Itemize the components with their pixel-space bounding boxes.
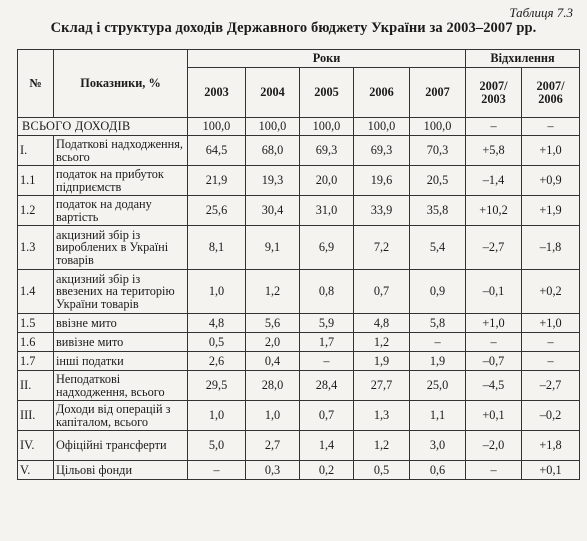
cell-deviation: +1,0 xyxy=(466,314,522,333)
cell-value: 1,7 xyxy=(300,333,354,352)
row-name: акцизний збір із ввезених на територію України товарів xyxy=(54,270,188,314)
row-code: IV. xyxy=(18,431,54,461)
row-code: 1.7 xyxy=(18,352,54,371)
cell-deviation: –0,7 xyxy=(466,352,522,371)
cell-value: 21,9 xyxy=(188,166,246,196)
cell-value: 4,8 xyxy=(354,314,410,333)
row-name: ввізне мито xyxy=(54,314,188,333)
row-code: 1.2 xyxy=(18,196,54,226)
cell-deviation: +0,1 xyxy=(466,401,522,431)
cell-deviation: –0,1 xyxy=(466,270,522,314)
row-code: 1.1 xyxy=(18,166,54,196)
total-label: ВСЬОГО ДОХОДІВ xyxy=(18,118,188,136)
header-deviation-group: Відхилення xyxy=(466,50,580,68)
cell-value: 25,0 xyxy=(410,371,466,401)
cell-value: 100,0 xyxy=(300,118,354,136)
table-row xyxy=(18,461,580,480)
cell-value: 25,6 xyxy=(188,196,246,226)
row-name: Неподаткові надходження, всього xyxy=(54,371,188,401)
row-code: 1.4 xyxy=(18,270,54,314)
header-years-group: Роки xyxy=(188,50,466,68)
cell-value: 0,8 xyxy=(300,270,354,314)
header-number: № xyxy=(18,50,54,118)
cell-value: 1,1 xyxy=(410,401,466,431)
table-row xyxy=(18,314,580,333)
cell-value: 9,1 xyxy=(246,226,300,270)
cell-deviation: –1,4 xyxy=(466,166,522,196)
cell-deviation: +1,0 xyxy=(522,136,580,166)
cell-value: 0,7 xyxy=(354,270,410,314)
table-row xyxy=(18,166,580,196)
cell-deviation: – xyxy=(466,333,522,352)
table-row xyxy=(18,196,580,226)
cell-deviation: +5,8 xyxy=(466,136,522,166)
cell-value: 30,4 xyxy=(246,196,300,226)
cell-value: 29,5 xyxy=(188,371,246,401)
cell-value: 19,6 xyxy=(354,166,410,196)
cell-deviation: +1,0 xyxy=(522,314,580,333)
cell-value: 2,7 xyxy=(246,431,300,461)
header-year: 2004 xyxy=(246,68,300,118)
cell-value: 100,0 xyxy=(188,118,246,136)
cell-value: 100,0 xyxy=(410,118,466,136)
cell-deviation: –2,7 xyxy=(466,226,522,270)
cell-value: – xyxy=(410,333,466,352)
cell-value: 7,2 xyxy=(354,226,410,270)
cell-value: 1,2 xyxy=(354,431,410,461)
cell-value: 28,0 xyxy=(246,371,300,401)
row-name: податок на прибуток підприємств xyxy=(54,166,188,196)
table-row xyxy=(18,333,580,352)
row-code: 1.5 xyxy=(18,314,54,333)
cell-deviation: – xyxy=(466,118,522,136)
cell-value: 5,0 xyxy=(188,431,246,461)
cell-value: 5,9 xyxy=(300,314,354,333)
row-code: 1.3 xyxy=(18,226,54,270)
row-code: V. xyxy=(18,461,54,480)
cell-value: 3,0 xyxy=(410,431,466,461)
cell-value: 64,5 xyxy=(188,136,246,166)
cell-value: 0,3 xyxy=(246,461,300,480)
table-row xyxy=(18,226,580,270)
row-name: Цільові фонди xyxy=(54,461,188,480)
cell-deviation: +0,1 xyxy=(522,461,580,480)
table-row xyxy=(18,401,580,431)
cell-value: 5,4 xyxy=(410,226,466,270)
cell-value: 1,0 xyxy=(188,401,246,431)
cell-value: 100,0 xyxy=(246,118,300,136)
cell-value: 70,3 xyxy=(410,136,466,166)
header-year: 2005 xyxy=(300,68,354,118)
cell-deviation: –4,5 xyxy=(466,371,522,401)
header-year: 2006 xyxy=(354,68,410,118)
row-name: інші податки xyxy=(54,352,188,371)
cell-value: 1,0 xyxy=(188,270,246,314)
table-title: Склад і структура доходів Державного бюджету України за 2003–2007 рр. xyxy=(50,20,537,36)
cell-deviation: – xyxy=(522,118,580,136)
table-row xyxy=(18,431,580,461)
header-indicators: Показники, % xyxy=(54,50,188,118)
row-code: I. xyxy=(18,136,54,166)
cell-value: 35,8 xyxy=(410,196,466,226)
cell-deviation: – xyxy=(522,333,580,352)
header-year: 2003 xyxy=(188,68,246,118)
cell-deviation: – xyxy=(522,352,580,371)
cell-value: 1,3 xyxy=(354,401,410,431)
cell-value: 28,4 xyxy=(300,371,354,401)
header-deviation-2007-2006: 2007/ 2006 xyxy=(522,68,580,118)
row-code: III. xyxy=(18,401,54,431)
table-row xyxy=(18,371,580,401)
cell-value: 0,9 xyxy=(410,270,466,314)
cell-deviation: – xyxy=(466,461,522,480)
cell-value: 33,9 xyxy=(354,196,410,226)
cell-value: 5,8 xyxy=(410,314,466,333)
row-name: Офіційні трансферти xyxy=(54,431,188,461)
cell-deviation: +10,2 xyxy=(466,196,522,226)
cell-value: 2,6 xyxy=(188,352,246,371)
cell-deviation: –2,0 xyxy=(466,431,522,461)
income-structure-table xyxy=(17,49,580,480)
cell-deviation: –0,2 xyxy=(522,401,580,431)
cell-value: – xyxy=(188,461,246,480)
cell-value: 0,5 xyxy=(354,461,410,480)
cell-deviation: +1,9 xyxy=(522,196,580,226)
cell-value: – xyxy=(300,352,354,371)
row-code: 1.6 xyxy=(18,333,54,352)
cell-value: 31,0 xyxy=(300,196,354,226)
cell-value: 100,0 xyxy=(354,118,410,136)
table-row xyxy=(18,270,580,314)
row-name: вивізне мито xyxy=(54,333,188,352)
cell-deviation: +0,2 xyxy=(522,270,580,314)
cell-value: 69,3 xyxy=(354,136,410,166)
cell-value: 27,7 xyxy=(354,371,410,401)
cell-deviation: +1,8 xyxy=(522,431,580,461)
cell-value: 1,4 xyxy=(300,431,354,461)
row-name: Податкові надходження, всього xyxy=(54,136,188,166)
table-row-total xyxy=(18,118,580,136)
cell-value: 19,3 xyxy=(246,166,300,196)
cell-value: 0,7 xyxy=(300,401,354,431)
cell-deviation: –2,7 xyxy=(522,371,580,401)
cell-value: 6,9 xyxy=(300,226,354,270)
cell-value: 1,2 xyxy=(354,333,410,352)
header-year: 2007 xyxy=(410,68,466,118)
cell-value: 1,0 xyxy=(246,401,300,431)
cell-value: 69,3 xyxy=(300,136,354,166)
cell-value: 4,8 xyxy=(188,314,246,333)
cell-value: 8,1 xyxy=(188,226,246,270)
table-number: Таблиця 7.3 xyxy=(509,5,573,20)
cell-value: 0,6 xyxy=(410,461,466,480)
cell-value: 68,0 xyxy=(246,136,300,166)
cell-deviation: –1,8 xyxy=(522,226,580,270)
cell-value: 20,5 xyxy=(410,166,466,196)
cell-deviation: +0,9 xyxy=(522,166,580,196)
cell-value: 0,5 xyxy=(188,333,246,352)
row-name: Доходи від операцій з капіталом, всього xyxy=(54,401,188,431)
cell-value: 5,6 xyxy=(246,314,300,333)
cell-value: 20,0 xyxy=(300,166,354,196)
table-row xyxy=(18,352,580,371)
cell-value: 1,2 xyxy=(246,270,300,314)
cell-value: 0,2 xyxy=(300,461,354,480)
row-name: податок на додану вартість xyxy=(54,196,188,226)
cell-value: 1,9 xyxy=(410,352,466,371)
cell-value: 0,4 xyxy=(246,352,300,371)
cell-value: 1,9 xyxy=(354,352,410,371)
table-row xyxy=(18,136,580,166)
row-code: II. xyxy=(18,371,54,401)
row-name: акцизний збір із вироблених в Україні товарів xyxy=(54,226,188,270)
cell-value: 2,0 xyxy=(246,333,300,352)
header-deviation-2007-2003: 2007/ 2003 xyxy=(466,68,522,118)
